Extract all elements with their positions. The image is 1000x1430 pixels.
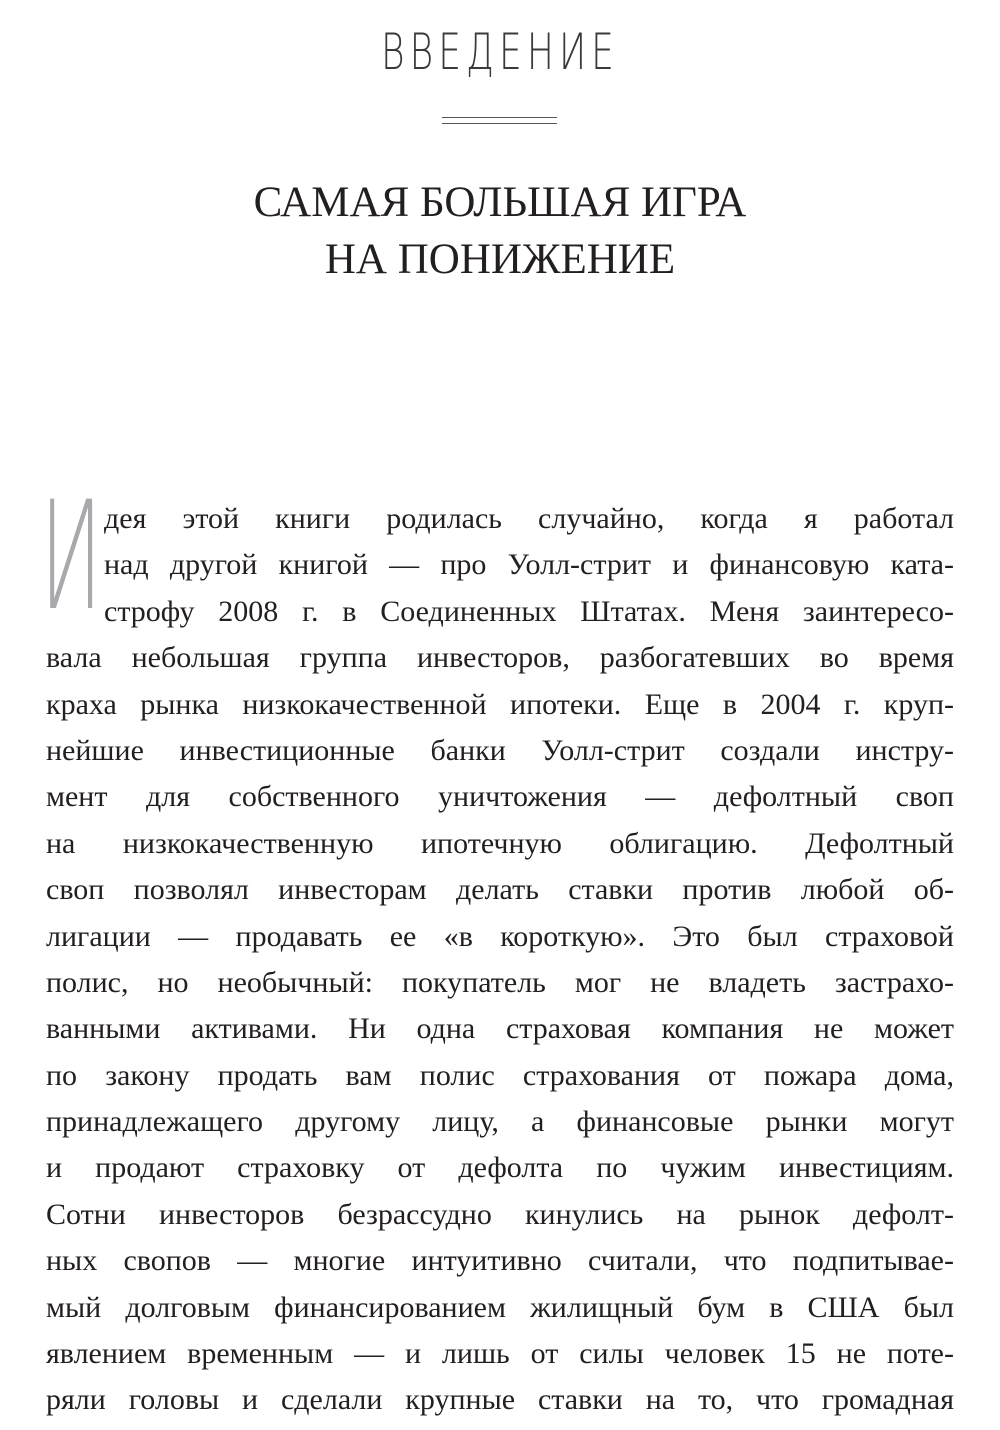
decorative-rule-bottom (442, 123, 557, 124)
decorative-rule-top (442, 117, 557, 118)
body-line: мент для собственного уничтожения — дефолтный своп (46, 780, 954, 814)
chapter-title-line-2: НА ПОНИЖЕНИЕ (324, 236, 676, 283)
body-line: принадлежащего другому лицу, а финансовые рынки могут (46, 1105, 954, 1139)
body-line: своп позволял инвесторам делать ставки против любой об- (46, 873, 954, 907)
body-line: полис, но необычный: покупатель мог не владеть застрахо- (46, 965, 954, 999)
body-line: мый долговым финансированием жилищный бум в США был (46, 1290, 954, 1324)
body-line: над другой книгой — про Уолл-стрит и финансовую ката- (104, 548, 954, 582)
chapter-title-line-1: САМАЯ БОЛЬШАЯ ИГРА (253, 179, 747, 226)
body-line: дея этой книги родилась случайно, когда я работал (104, 502, 954, 535)
body-line: явлением временным — и лишь от силы человек 15 не поте- (46, 1337, 954, 1371)
body-line: ных свопов — многие интуитивно считали, что подпитывае- (46, 1244, 954, 1278)
body-line: лигации — продавать ее «в короткую». Это был страховой (46, 919, 954, 953)
drop-cap: И (40, 470, 103, 644)
body-line: Сотни инвесторов безрассудно кинулись на рынок дефолт- (46, 1197, 954, 1231)
body-line: на низкокачественную ипотечную облигацию. Дефолтный (46, 826, 954, 860)
body-line: вала небольшая группа инвесторов, разбогатевших во время (46, 641, 954, 675)
body-line: ванными активами. Ни одна страховая компания не может (46, 1012, 954, 1046)
body-line: по закону продать вам полис страхования от пожара дома, (46, 1058, 954, 1092)
body-line: ряли головы и сделали крупные ставки на то, что громадная (46, 1383, 954, 1417)
chapter-title (0, 174, 1000, 288)
body-line: нейшие инвестиционные банки Уолл-стрит создали инстру- (46, 733, 954, 767)
body-line: и продают страховку от дефолта по чужим инвестициям. (46, 1151, 954, 1185)
body-line: краха рынка низкокачественной ипотеки. Еще в 2004 г. круп- (46, 687, 954, 721)
body-paragraph (46, 496, 954, 1424)
section-label: ВВЕДЕНИЕ (381, 23, 619, 81)
body-line: строфу 2008 г. в Соединенных Штатах. Меня заинтересо- (104, 594, 954, 628)
